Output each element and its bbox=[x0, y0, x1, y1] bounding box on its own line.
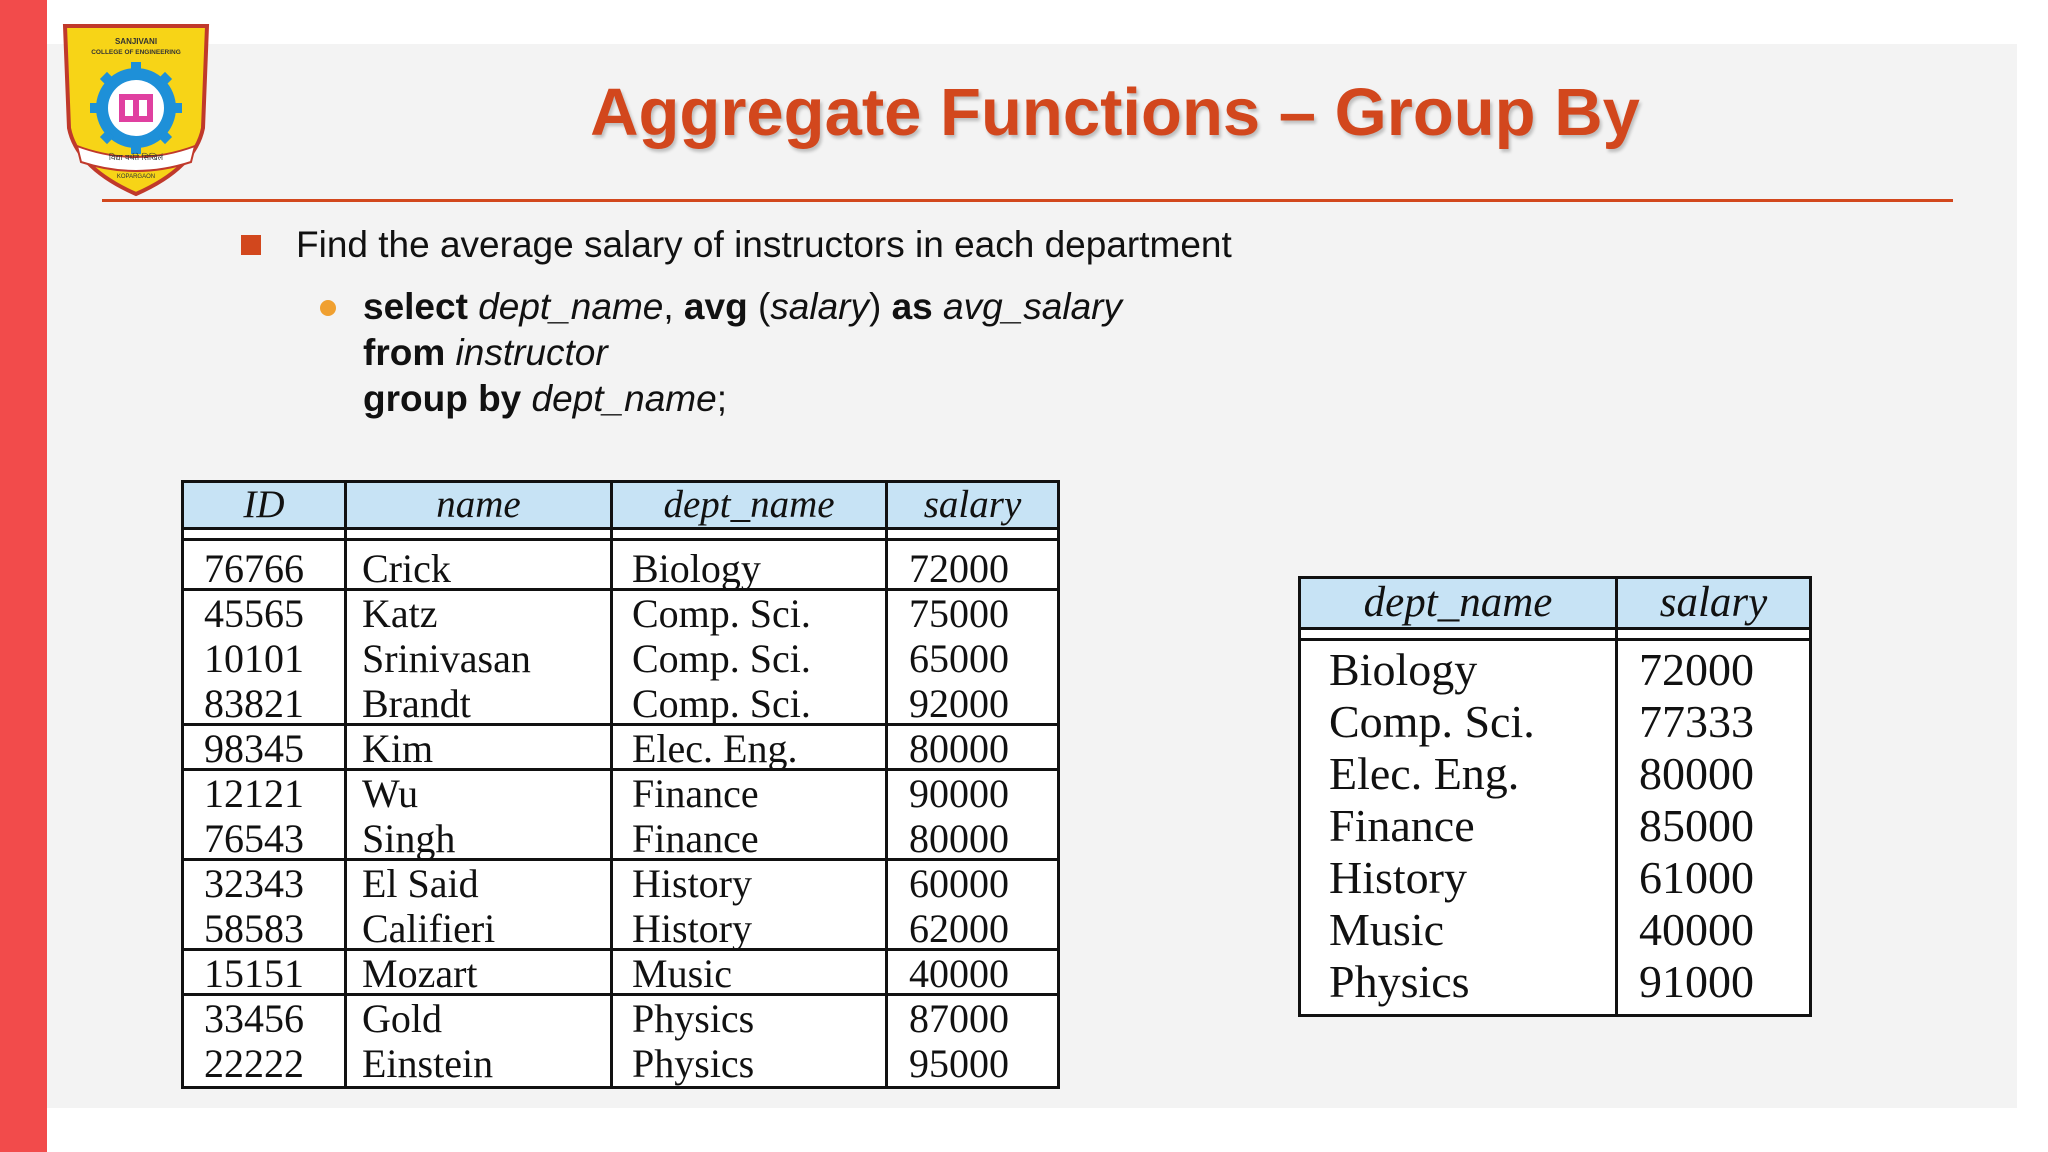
cell-name: Srinivasan bbox=[362, 636, 531, 681]
cell-salary: 85000 bbox=[1639, 800, 1754, 851]
cell-dept: Finance bbox=[632, 771, 759, 816]
cell-salary: 40000 bbox=[1639, 904, 1754, 955]
cell-salary: 61000 bbox=[1639, 852, 1754, 903]
cell-dept: Biology bbox=[1329, 644, 1478, 695]
cell-dept: History bbox=[632, 861, 752, 906]
cell-name: Brandt bbox=[362, 681, 471, 726]
round-bullet-icon bbox=[320, 300, 336, 316]
instructor-table bbox=[181, 480, 1060, 1089]
cell-id: 45565 bbox=[204, 591, 304, 636]
cell-name: Crick bbox=[362, 546, 451, 591]
logo-top-text: SANJIVANI bbox=[114, 37, 158, 46]
cell-dept: Comp. Sci. bbox=[632, 681, 811, 726]
left-accent-bar bbox=[0, 0, 47, 1152]
cell-id: 22222 bbox=[204, 1041, 304, 1086]
cell-dept: Music bbox=[632, 951, 732, 996]
cell-id: 98345 bbox=[204, 726, 304, 771]
cell-name: Mozart bbox=[362, 951, 478, 996]
bullet-text: Find the average salary of instructors in each department bbox=[296, 224, 1232, 265]
cell-name: El Said bbox=[362, 861, 479, 906]
cell-name: Wu bbox=[362, 771, 419, 816]
cell-name: Kim bbox=[362, 726, 434, 771]
cell-salary: 77333 bbox=[1639, 696, 1754, 747]
cell-id: 12121 bbox=[204, 771, 304, 816]
cell-dept: Comp. Sci. bbox=[632, 636, 811, 681]
sql-line-2: from instructor bbox=[363, 332, 608, 373]
cell-id: 33456 bbox=[204, 996, 304, 1041]
cell-salary: 65000 bbox=[909, 636, 1009, 681]
title-divider bbox=[102, 199, 1953, 202]
cell-name: Singh bbox=[362, 816, 456, 861]
cell-id: 76543 bbox=[204, 816, 304, 861]
result-table bbox=[1298, 576, 1812, 1017]
cell-id: 76766 bbox=[204, 546, 304, 591]
cell-salary: 75000 bbox=[909, 591, 1009, 636]
cell-id: 58583 bbox=[204, 906, 304, 951]
header-dept-name: dept_name bbox=[1363, 579, 1553, 626]
header-id: ID bbox=[243, 483, 285, 526]
cell-salary: 72000 bbox=[909, 546, 1009, 591]
logo-place-text: KOPARGAON bbox=[116, 174, 156, 180]
cell-salary: 92000 bbox=[909, 681, 1009, 726]
cell-dept: Finance bbox=[1329, 800, 1475, 851]
cell-dept: Music bbox=[1329, 904, 1444, 955]
cell-dept: Physics bbox=[632, 1041, 755, 1086]
cell-name: Einstein bbox=[362, 1041, 494, 1086]
cell-dept: Physics bbox=[632, 996, 755, 1041]
cell-salary: 80000 bbox=[1639, 748, 1754, 799]
header-salary: salary bbox=[923, 483, 1022, 526]
cell-name: Gold bbox=[362, 996, 442, 1041]
cell-dept: Physics bbox=[1329, 956, 1470, 1007]
cell-dept: Comp. Sci. bbox=[1329, 696, 1535, 747]
cell-salary: 60000 bbox=[909, 861, 1009, 906]
cell-salary: 80000 bbox=[909, 726, 1009, 771]
cell-id: 83821 bbox=[204, 681, 304, 726]
header-rule bbox=[184, 538, 1057, 541]
sql-line-3: group by dept_name; bbox=[363, 378, 727, 419]
header-rule bbox=[1301, 638, 1809, 641]
logo-ribbon-text: विद्या वर्धते सिखिलं bbox=[108, 153, 164, 162]
column-rule bbox=[1615, 579, 1618, 1014]
cell-salary: 95000 bbox=[909, 1041, 1009, 1086]
cell-dept: Comp. Sci. bbox=[632, 591, 811, 636]
sql-query bbox=[363, 284, 1122, 422]
cell-id: 15151 bbox=[204, 951, 304, 996]
logo-college-text: COLLEGE OF ENGINEERING bbox=[91, 49, 181, 56]
cell-salary: 90000 bbox=[909, 771, 1009, 816]
cell-salary: 62000 bbox=[909, 906, 1009, 951]
cell-id: 10101 bbox=[204, 636, 304, 681]
cell-salary: 40000 bbox=[909, 951, 1009, 996]
cell-dept: Elec. Eng. bbox=[632, 726, 798, 771]
cell-id: 32343 bbox=[204, 861, 304, 906]
cell-salary: 80000 bbox=[909, 816, 1009, 861]
cell-salary: 91000 bbox=[1639, 956, 1754, 1007]
cell-salary: 87000 bbox=[909, 996, 1009, 1041]
sql-line-1: select dept_name, avg (salary) as avg_salary bbox=[363, 286, 1122, 327]
cell-dept: Finance bbox=[632, 816, 759, 861]
square-bullet-icon bbox=[241, 235, 261, 255]
header-name: name bbox=[436, 483, 521, 526]
cell-dept: History bbox=[632, 906, 752, 951]
cell-dept: History bbox=[1329, 852, 1467, 903]
cell-salary: 72000 bbox=[1639, 644, 1754, 695]
cell-name: Katz bbox=[362, 591, 438, 636]
cell-name: Califieri bbox=[362, 906, 496, 951]
cell-dept: Biology bbox=[632, 546, 761, 591]
college-logo bbox=[55, 18, 217, 198]
slide-title: Aggregate Functions – Group By bbox=[590, 75, 1640, 150]
header-salary: salary bbox=[1659, 579, 1768, 626]
header-dept-name: dept_name bbox=[663, 483, 835, 526]
cell-dept: Elec. Eng. bbox=[1329, 748, 1520, 799]
